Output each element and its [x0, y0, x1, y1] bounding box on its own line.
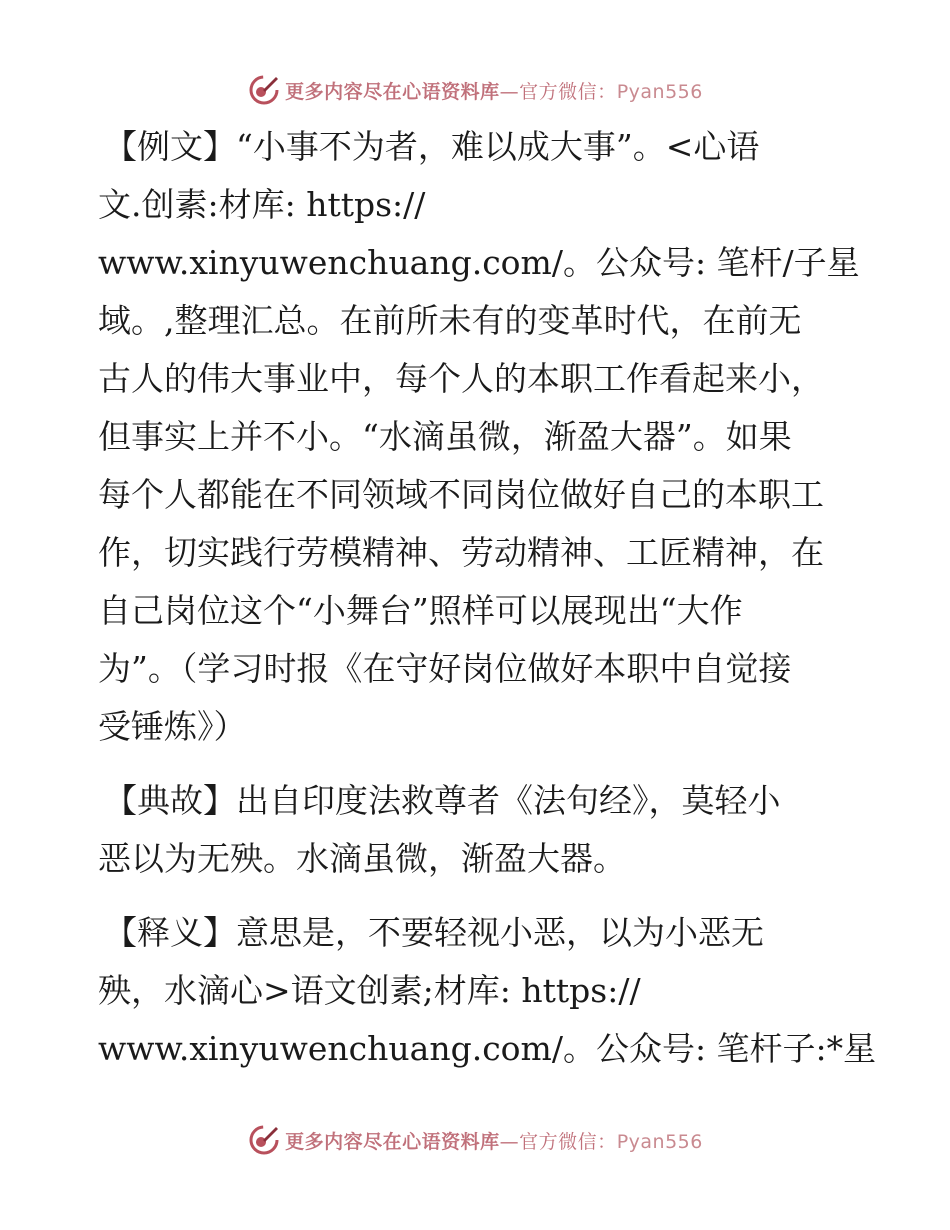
text-line: 每个人都能在不同领域不同岗位做好自己的本职工 — [98, 475, 824, 514]
meaning-paragraph — [98, 904, 877, 1078]
text-line: 【典故】出自印度法救尊者《法句经》，莫轻小 — [104, 781, 781, 820]
text-line: 文.创素:材库: https:// — [98, 185, 426, 224]
text-line: 恶以为无殃。水滴虽微，渐盈大器。 — [98, 839, 626, 878]
watermark-text: 更多内容尽在心语资料库—官方微信：Pyan556 — [285, 1130, 703, 1153]
ink-brush-logo-icon — [247, 73, 281, 107]
watermark-text: 更多内容尽在心语资料库—官方微信：Pyan556 — [285, 80, 703, 103]
footer-watermark-banner — [0, 1120, 950, 1160]
text-line: www.xinyuwenchuang.com/。公众号: 笔杆子:*星 — [98, 1029, 877, 1068]
text-line: 但事实上并不小。“水滴虽微，渐盈大器”。如果 — [98, 417, 792, 456]
example-paragraph — [98, 118, 858, 756]
text-line: www.xinyuwenchuang.com/。公众号: 笔杆/子星 — [98, 243, 860, 282]
text-line: 为”。（学习时报《在守好岗位做好本职中自觉接 — [98, 649, 792, 688]
header-watermark-banner — [0, 70, 950, 110]
text-line: 【释义】意思是，不要轻视小恶，以为小恶无 — [104, 913, 764, 952]
text-line: 自己岗位这个“小舞台”照样可以展现出“大作 — [98, 591, 743, 630]
text-line: 受锤炼》） — [98, 707, 247, 746]
text-line: 古人的伟大事业中，每个人的本职工作看起来小， — [98, 359, 824, 398]
text-line: 殃，水滴心>语文创素;材库: https:// — [98, 971, 641, 1010]
document-body — [98, 118, 877, 1094]
ink-brush-logo-icon — [247, 1123, 281, 1157]
text-line: 作，切实践行劳模精神、劳动精神、工匠精神，在 — [98, 533, 824, 572]
text-line: 域。,整理汇总。在前所未有的变革时代，在前无 — [98, 301, 802, 340]
allusion-paragraph — [98, 772, 858, 888]
text-line: 【例文】“小事不为者，难以成大事”。<心语 — [104, 127, 760, 166]
